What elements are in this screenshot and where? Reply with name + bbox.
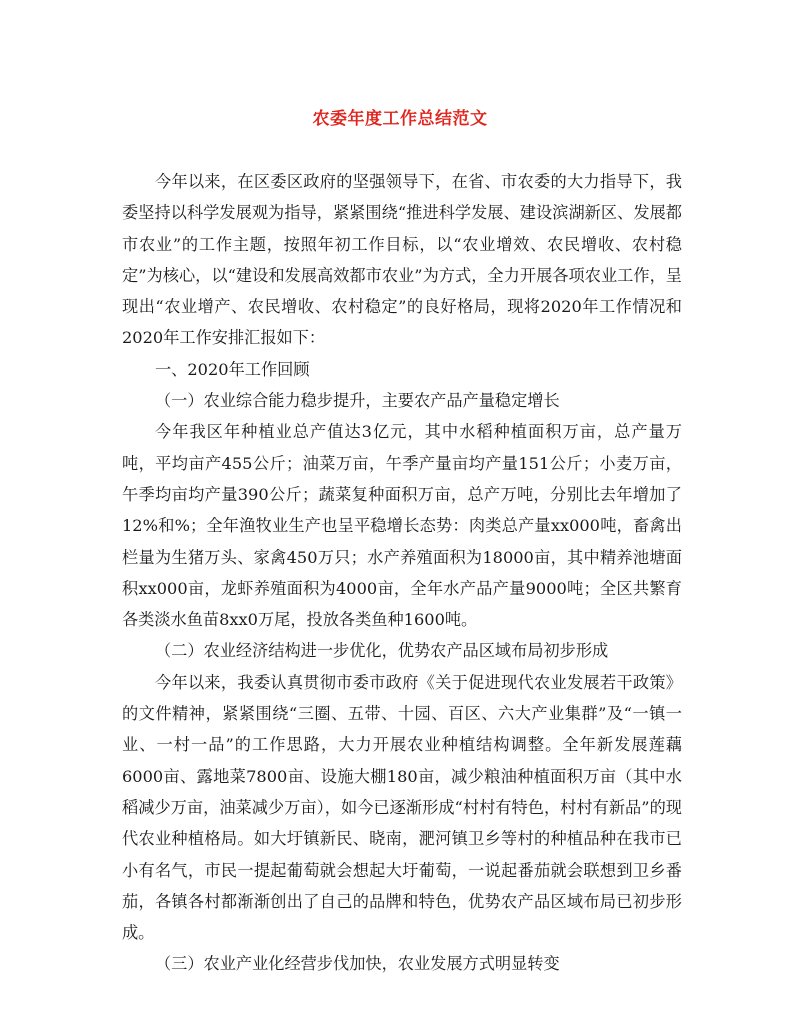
subsection-heading-1: （一）农业综合能力稳步提升，主要农产品产量稳定增长 [155, 391, 560, 411]
document-title: 农委年度工作总结范文 [312, 109, 488, 129]
section-heading-review: 一、2020年工作回顾 [155, 359, 310, 379]
intro-paragraph: 今年以来，在区委区政府的坚强领导下，在省、市农委的大力指导下，我委坚持以科学发展观为指导，紧紧围绕“推进科学发展、建设滨湖新区、发展都市农业”的工作主题，按照年初工作目标，以“农业增效、农民增收、农村稳定”为核心，以“建设和发展高效都市农业”为方式，全力开展各项农业工作，呈现出“农业增产、农民增收、农村稳定”的良好格局，现将2020年工作情况和2020年工作安排汇报如下： [122, 172, 682, 348]
subsection-heading-3: （三）农业产业化经营步伐加快，农业发展方式明显转变 [155, 954, 560, 974]
paragraph-production: 今年我区年种植业总产值达3亿元，其中水稻种植面积万亩，总产量万吨，平均亩产455公斤；油菜万亩，午季产量亩均产量151公斤；小麦万亩，午季均亩均产量390公斤；蔬菜复种面积万亩，总产万吨，分别比去年增加了12%和%；全年渔牧业生产也呈平稳增长态势：肉类总产量xx000吨，畜禽出栏量为生猪万头、家禽450万只；水产养殖面积为18000亩，其中精养池塘面积xx000亩，龙虾养殖面积为4000亩，全年水产品产量9000吨；全区共繁育各类淡水鱼苗8xx0万尾，投放各类鱼种1600吨。 [122, 422, 682, 630]
subsection-heading-2: （二）农业经济结构进一步优化，优势农产品区域布局初步形成 [155, 641, 609, 661]
paragraph-structure: 今年以来，我委认真贯彻市委市政府《关于促进现代农业发展若干政策》的文件精神，紧紧围绕“三圈、五带、十园、百区、六大产业集群”及“一镇一业、一村一品”的工作思路，大力开展农业种植结构调整。全年新发展莲藕6000亩、露地菜7800亩、设施大棚180亩，减少粮油种植面积万亩（其中水稻减少万亩，油菜减少万亩），如今已逐渐形成“村村有特色，村村有新品”的现代农业种植格局。如大圩镇新民、晓南，淝河镇卫乡等村的种植品种在我市已小有名气，市民一提起葡萄就会想起大圩葡萄，一说起番茄就会联想到卫乡番茄，各镇各村都渐渐创出了自己的品牌和特色，优势农产品区域布局已初步形成。 [122, 672, 682, 943]
document-body [122, 166, 682, 980]
